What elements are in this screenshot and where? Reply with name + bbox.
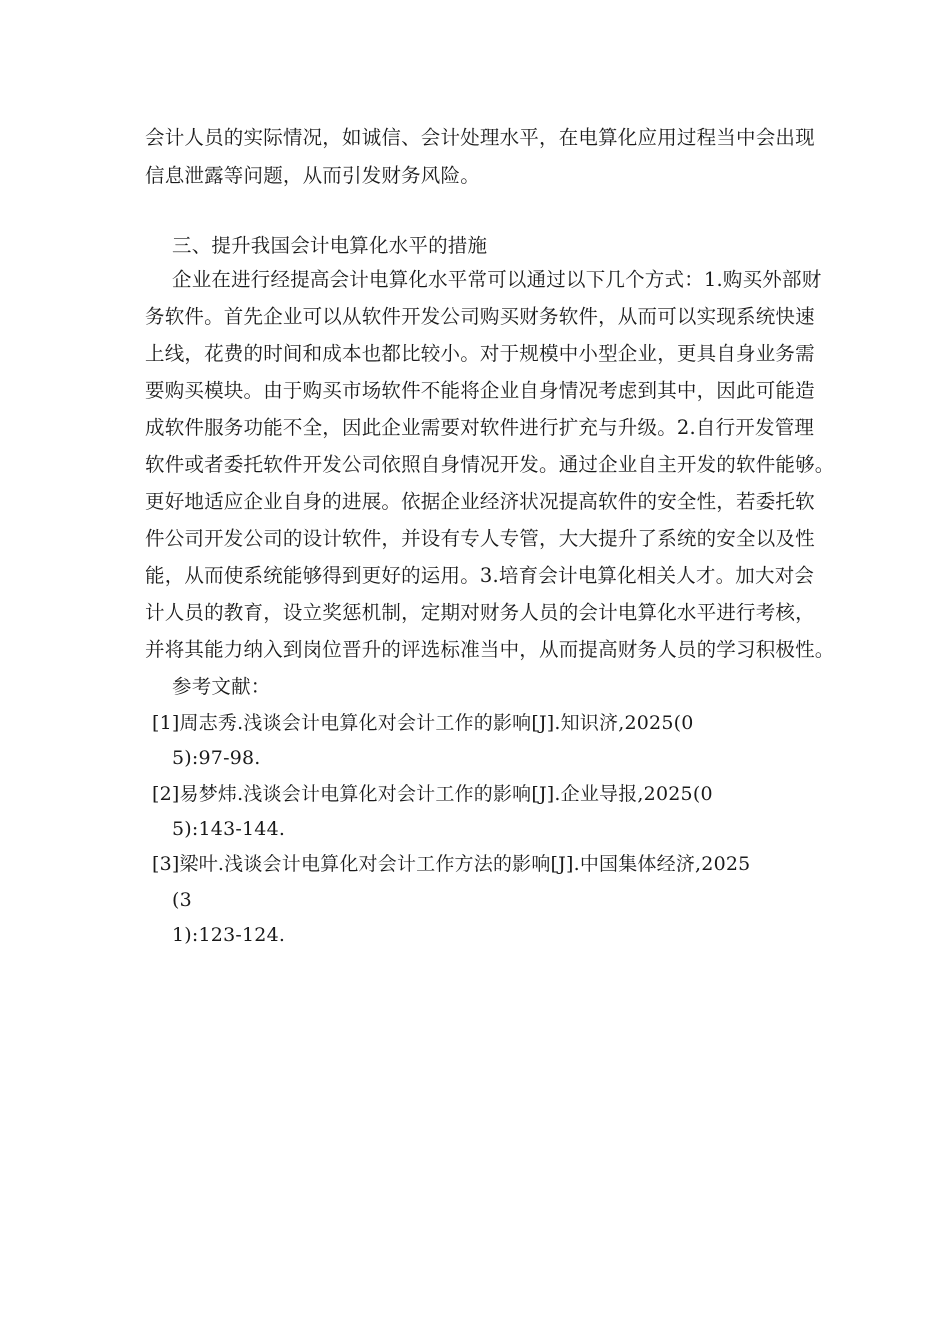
body-line-1: 企业在进行经提高会计电算化水平常可以通过以下几个方式：1.购买外部财 <box>172 268 822 291</box>
reference-3-line-1: [3]梁叶.浅谈会计电算化对会计工作方法的影响[J].中国集体经济,2025 <box>152 853 751 875</box>
body-line-4: 要购买模块。由于购买市场软件不能将企业自身情况考虑到其中，因此可能造 <box>145 379 815 402</box>
intro-line-1: 会计人员的实际情况，如诚信、会计处理水平，在电算化应用过程当中会出现 <box>145 126 815 149</box>
reference-1-line-2: 5):97-98. <box>172 747 261 769</box>
body-line-5: 成软件服务功能不全，因此企业需要对软件进行扩充与升级。2.自行开发管理 <box>145 416 815 439</box>
body-line-2: 务软件。首先企业可以从软件开发公司购买财务软件，从而可以实现系统快速 <box>145 305 815 328</box>
body-line-3: 上线，花费的时间和成本也都比较小。对于规模中小型企业，更具自身业务需 <box>145 342 815 365</box>
reference-3-line-2: (3 <box>172 889 192 911</box>
reference-2-line-2: 5):143-144. <box>172 818 286 840</box>
body-line-10: 计人员的教育，设立奖惩机制，定期对财务人员的会计电算化水平进行考核， <box>145 601 815 624</box>
body-line-7: 更好地适应企业自身的进展。依据企业经济状况提高软件的安全性，若委托软 <box>145 490 815 513</box>
reference-3-line-3: 1):123-124. <box>172 924 286 946</box>
body-line-6: 软件或者委托软件开发公司依照自身情况开发。通过企业自主开发的软件能够。 <box>145 453 835 476</box>
body-line-8: 件公司开发公司的设计软件，并设有专人专管，大大提升了系统的安全以及性 <box>145 527 815 550</box>
reference-1-line-1: [1]周志秀.浅谈会计电算化对会计工作的影响[J].知识济,2025(0 <box>152 712 694 734</box>
reference-2-line-1: [2]易梦炜.浅谈会计电算化对会计工作的影响[J].企业导报,2025(0 <box>152 783 713 805</box>
body-line-9: 能，从而使系统能够得到更好的运用。3.培育会计电算化相关人才。加大对会 <box>145 564 815 587</box>
references-heading: 参考文献： <box>172 675 271 698</box>
intro-line-2: 信息泄露等问题，从而引发财务风险。 <box>145 164 480 187</box>
body-line-11: 并将其能力纳入到岗位晋升的评选标准当中，从而提高财务人员的学习积极性。 <box>145 638 835 661</box>
section-heading: 三、提升我国会计电算化水平的措施 <box>172 234 488 257</box>
